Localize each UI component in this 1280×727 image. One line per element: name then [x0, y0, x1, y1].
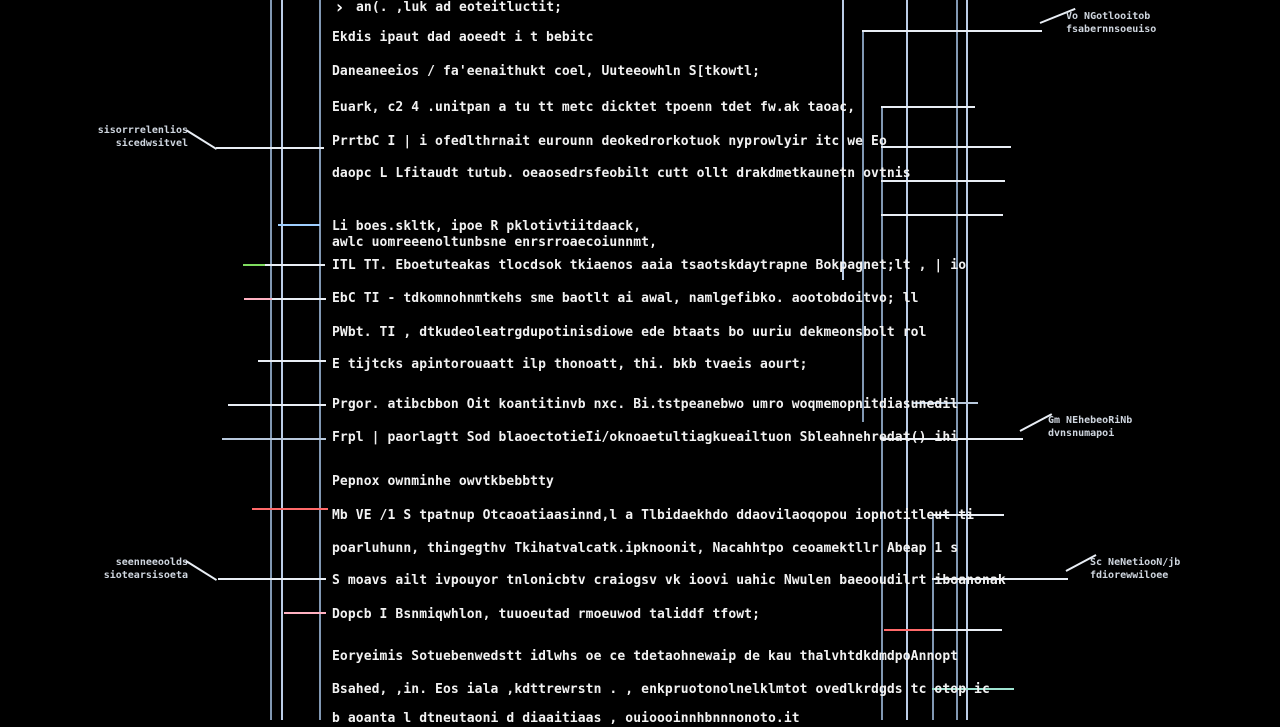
left-callout-top — [92, 124, 188, 150]
terminal-line-11: PWbt. TI , dtkudeoleatrgdupotinisdiowe ede btaats bo uuriu dekmeonsbolt rol — [332, 325, 927, 340]
right-rule-g — [966, 0, 968, 720]
terminal-line-20: Eoryeimis Sotuebenwedstt idlwhs oe ce tdetaohnewaip de kau thalvhtdkdmdpoAnnopt — [332, 649, 959, 664]
left-tick-pink-low — [284, 612, 326, 614]
left-tick-blue-dot — [278, 224, 320, 226]
left-tick-3 — [258, 360, 326, 362]
terminal-line-19: Dopcb I Bsnmiqwhlon, tuuoeutad rmoeuwod taliddf tfowt; — [332, 607, 761, 622]
right-tick-red — [884, 629, 932, 631]
left-callout-connector-low-diag — [185, 560, 217, 581]
right-rule-d — [906, 0, 908, 720]
right-callout-top — [1066, 10, 1156, 36]
left-callout-low-line2: siotearsisoeta — [103, 570, 188, 581]
left-callout-connector-top — [216, 147, 324, 149]
terminal-line-21: Bsahed, ,in. Eos iala ,kdttrewrstn . , enkpruotonolnelklmtot ovedlkrdgds tc otop ic — [332, 682, 990, 697]
left-callout-top-line1: sisorrrelenlios — [97, 125, 188, 136]
right-rule-b — [862, 30, 864, 422]
terminal-line-10: EbC TI - tdkomnohnmtkehs sme baotlt ai awal, namlgefibko. aootobdoitvo; ll — [332, 291, 919, 306]
right-tick-7 — [932, 629, 1002, 631]
right-tick-4 — [881, 214, 1003, 216]
terminal-line-16: Mb VE /1 S tpatnup Otcaoatiaasinnd,l a Tlbidaekhdo ddaovilaoqopou iopnotitleut ti — [332, 508, 975, 523]
left-tick-green — [243, 264, 265, 266]
left-tick-4 — [228, 404, 326, 406]
terminal-line-5: PrrtbC I | i ofedlthrnait eurounn deokedrorkotuok nyprowlyir itc we Eo — [332, 134, 887, 149]
terminal-line-22: b aoanta l dtneutaoni d diaaitiaas , ouioooinnhbnnnonoto.it — [332, 711, 800, 726]
left-callout-connector-low — [218, 578, 326, 580]
terminal-line-13: Prgor. atibcbbon Oit koantitinvb nxc. Bi.tstpeanebwo umro woqmemopnitdiasunedil — [332, 397, 959, 412]
terminal-line-6: daopc L Lfitaudt tutub. oeaosedrsfeobilt cutt ollt drakdmetkaunetn ovtnis — [332, 166, 911, 181]
left-tick-pink-rest — [272, 298, 326, 300]
terminal-line-1: an(. ,luk ad eoteitluctit; — [356, 0, 563, 15]
terminal-line-14: Frpl | paorlagtt Sod blaoectotieIi/oknoaetultiagkueailtuon Sbleahnehredat() ihi — [332, 430, 959, 445]
terminal-line-17: poarluhunn, thingegthv Tkihatvalcatk.ipknoonit, Nacahhtpo ceoamektllr Abeap 1 s — [332, 541, 959, 556]
right-callout-mid-line2: dvnsnumapoi — [1048, 428, 1115, 439]
left-tick-pink — [244, 298, 272, 300]
right-callout-mid — [1048, 414, 1132, 440]
right-rule-c — [881, 106, 883, 720]
right-rule-f — [956, 0, 958, 720]
left-callout-connector-top-diag — [185, 129, 217, 150]
terminal-line-9: ITL TT. Eboetuteakas tlocdsok tkiaenos aaia tsaotskdaytrapne Bokpagnet;lt , | io — [332, 258, 967, 273]
right-callout-top-line2: fsabernnsoeuiso — [1066, 24, 1157, 35]
terminal-line-2: Ekdis ipaut dad aoeedt i t bebitc — [332, 30, 594, 45]
terminal-line-15: Pepnox ownminhe owvtkbebbtty — [332, 474, 554, 489]
right-tick-2 — [881, 146, 1011, 148]
right-callout-low — [1090, 556, 1180, 582]
left-callout-low-line1: seenneeoolds — [115, 557, 188, 568]
top-right-connector — [862, 30, 1042, 32]
left-callout-low — [82, 556, 188, 582]
left-tick-green-rest — [265, 264, 325, 266]
right-callout-low-line2: fdiorewwiloee — [1090, 570, 1169, 581]
left-tick-5 — [222, 438, 326, 440]
terminal-line-8: awlc uomreeenoltunbsne enrsrroaecoiunnmt, — [332, 235, 657, 250]
right-callout-mid-line1: Gm NEhebeoRiNb — [1048, 415, 1133, 426]
right-tick-1 — [881, 106, 975, 108]
terminal-line-12: E tijtcks apintorouaatt ilp thonoatt, thi. bkb tvaeis aourt; — [332, 357, 808, 372]
terminal-line-3: Daneaneeios / fa'eenaithukt coel, Uuteeowhln S[tkowtl; — [332, 64, 761, 79]
left-tick-red — [252, 508, 328, 510]
right-callout-low-line1: Sc NeNetiooN/jb — [1090, 557, 1181, 568]
prompt-chevron-icon: › — [334, 0, 345, 18]
terminal-line-4: Euark, c2 4 .unitpan a tu tt metc dicktet tpoenn tdet fw.ak taoac, — [332, 100, 856, 115]
left-callout-top-line2: sicedwsitvel — [115, 138, 188, 149]
right-callout-top-line1: Vo NGotlooitob — [1066, 11, 1151, 22]
terminal-line-18: S moavs ailt ivpouyor tnlonicbtv craiogsv vk ioovi uahic Nwulen baeooudilrt iboanonak — [332, 573, 1006, 588]
terminal-line-7: Li boes.skltk, ipoe R pklotivtiitdaack, — [332, 219, 642, 234]
